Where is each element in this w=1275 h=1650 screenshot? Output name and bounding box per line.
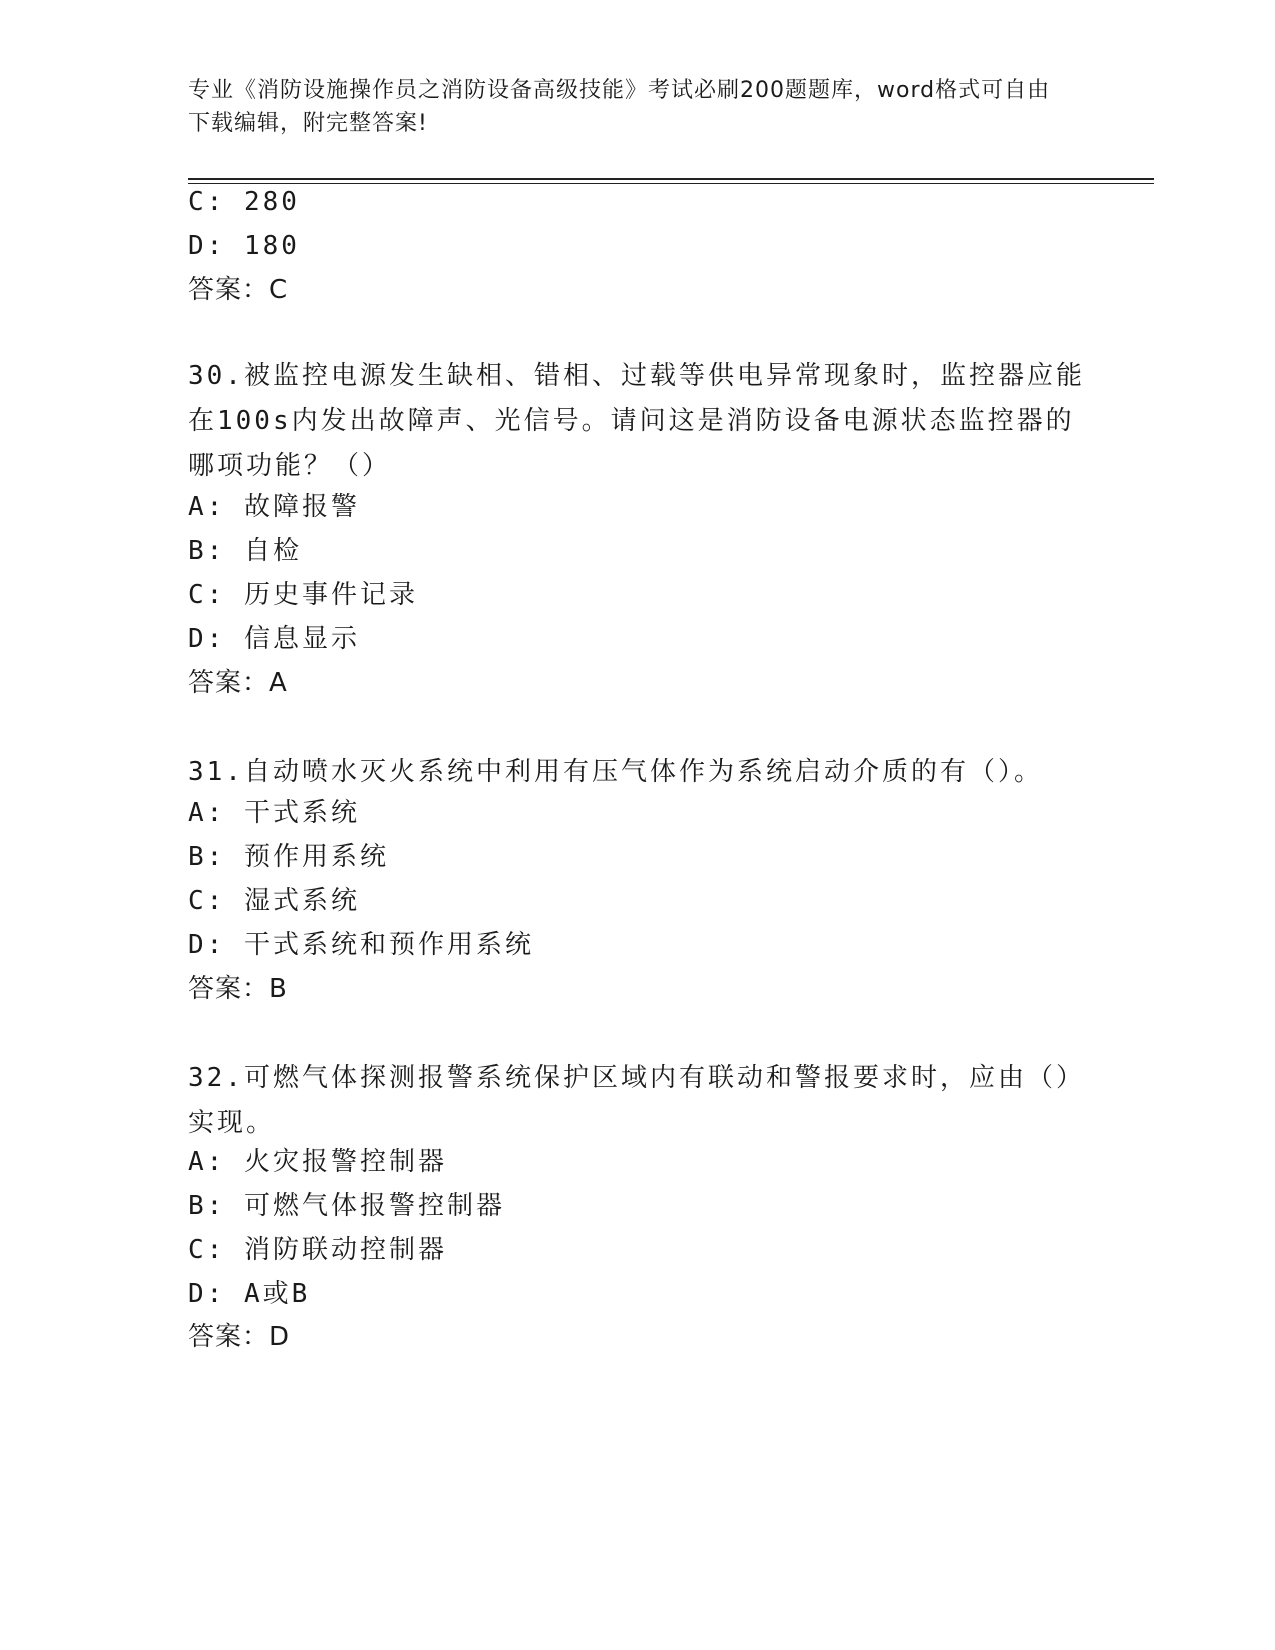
question-stem: 32.可燃气体探测报警系统保护区域内有联动和警报要求时，应由（）实现。 [188, 1063, 1085, 1138]
option-d: D: 180 [188, 231, 300, 261]
option-c: C: 280 [188, 187, 300, 217]
option-a: A: 干式系统 [188, 798, 360, 828]
header-divider-top [188, 178, 1154, 180]
answer-line: 答案：D [188, 1322, 291, 1352]
option-a: A: 火灾报警控制器 [188, 1147, 447, 1177]
option-a: A: 故障报警 [188, 492, 360, 522]
option-d: D: 信息显示 [188, 624, 360, 654]
question-stem: 31.自动喷水灭火系统中利用有压气体作为系统启动介质的有（）。 [188, 757, 1043, 787]
option-c: C: 历史事件记录 [188, 580, 418, 610]
header-divider-bottom [188, 183, 1154, 184]
answer-line: 答案：C [188, 275, 289, 305]
option-c: C: 湿式系统 [188, 886, 360, 916]
answer-line: 答案：A [188, 668, 288, 698]
page-header: 专业《消防设施操作员之消防设备高级技能》考试必刷200题题库，word格式可自由下载编辑，附完整答案! [188, 78, 1051, 136]
option-b: B: 自检 [188, 536, 302, 566]
question-stem: 30.被监控电源发生缺相、错相、过载等供电异常现象时，监控器应能在100s内发出故障声、光信号。请问这是消防设备电源状态监控器的哪项功能？（） [188, 361, 1085, 481]
option-b: B: 预作用系统 [188, 842, 389, 872]
option-d: D: 干式系统和预作用系统 [188, 930, 534, 960]
option-b: B: 可燃气体报警控制器 [188, 1191, 505, 1221]
answer-line: 答案：B [188, 974, 288, 1004]
option-c: C: 消防联动控制器 [188, 1235, 447, 1265]
option-d: D: A或B [188, 1279, 311, 1309]
